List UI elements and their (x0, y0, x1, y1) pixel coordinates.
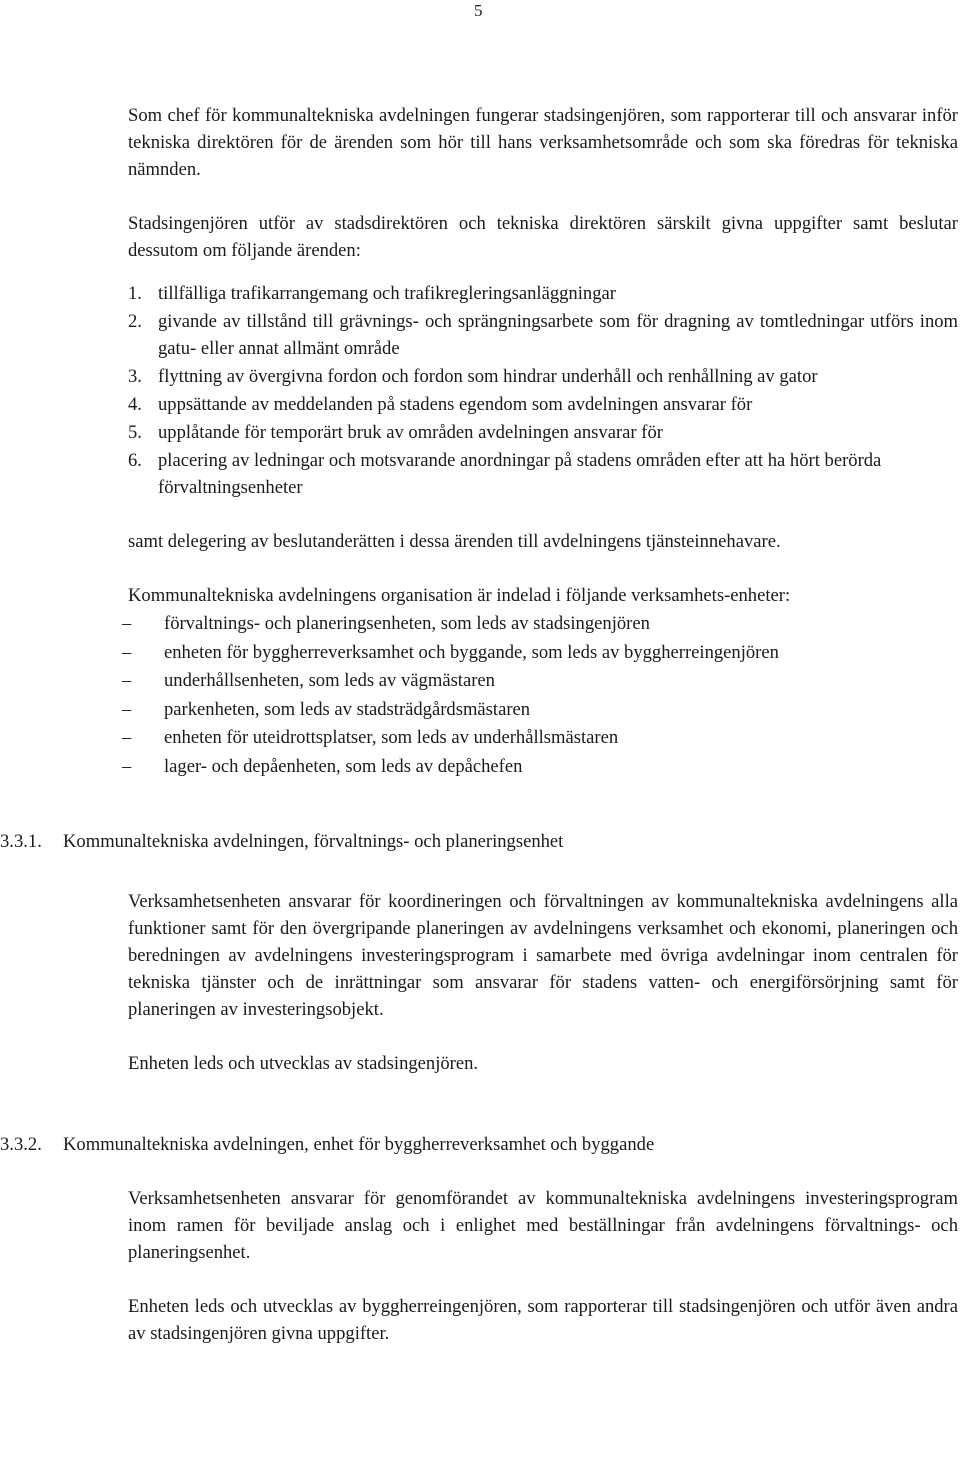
list-item-text: enheten för uteidrottsplatser, som leds av underhållsmästaren (164, 727, 619, 748)
paragraph-delegation: samt delegering av beslutanderätten i dessa ärenden till avdelningens tjänsteinnehavare. (128, 531, 781, 552)
paragraph-construction-lead: Enheten leds och utvecklas av byggherreingenjören, som rapporterar till stadsingenjören och utför även andra av stadsingenjören givna uppgifter. (128, 1296, 958, 1344)
list-item (122, 639, 958, 668)
list-item-text: underhållsenheten, som leds av vägmästaren (164, 670, 495, 691)
dash-bullet: – (122, 727, 132, 748)
list-item (128, 447, 958, 501)
list-item-text: uppsättande av meddelanden på stadens egendom som avdelningen ansvarar för (158, 394, 753, 415)
section-number: 3.3.1. (0, 831, 42, 852)
section-heading-331 (0, 828, 958, 855)
dash-bullet: – (122, 698, 132, 720)
list-number: 5. (128, 422, 142, 443)
list-number: 3. (128, 366, 142, 387)
dash-bullet: – (122, 641, 132, 663)
list-number: 4. (128, 394, 142, 415)
list-item (122, 696, 958, 725)
list-item (128, 363, 958, 390)
section-title: Kommunaltekniska avdelningen, enhet för byggherreverksamhet och byggande (63, 1134, 655, 1155)
page-number: 5 (474, 1, 483, 20)
section-heading-332 (0, 1131, 958, 1158)
unit-list (122, 610, 958, 781)
list-item-text: förvaltnings- och planeringsenheten, som leds av stadsingenjören (164, 613, 650, 634)
decision-list (128, 280, 958, 501)
list-item-text: upplåtande för temporärt bruk av områden avdelningen ansvarar för (158, 422, 663, 443)
list-number: 2. (128, 311, 142, 332)
list-item-text: placering av ledningar och motsvarande anordningar på stadens områden efter att ha hört berörda förvaltningsenheter (158, 450, 882, 498)
list-item-text: flyttning av övergivna fordon och fordon som hindrar underhåll och renhållning av gator (158, 366, 818, 387)
list-item (122, 667, 958, 696)
paragraph-planning-unit: Verksamhetsenheten ansvarar för koordineringen och förvaltningen av kommunaltekniska avdelningens alla funktioner samt för den övergripande planeringen av avdelningens verksamhet och ekonomi, planeringen och beredningen av avdelningens investeringsprogram i samarbete med övriga avdelningar inom centralen för tekniska tjänster och de inrättningar som ansvarar för stadens vatten- och energiförsörjning samt för planeringen av investeringsobjekt. (128, 891, 958, 1020)
list-item (128, 419, 958, 446)
paragraph-organisation: Kommunaltekniska avdelningens organisation är indelad i följande verksamhets-enheter: (128, 585, 791, 606)
paragraph-construction-unit: Verksamhetsenheten ansvarar för genomförandet av kommunaltekniska avdelningens investeringsprogram inom ramen för beviljade anslag och i enlighet med beställningar från avdelningens förvaltnings- och planeringsenhet. (128, 1188, 958, 1263)
paragraph-chief-role: Som chef för kommunaltekniska avdelningen fungerar stadsingenjören, som rapporterar till och ansvarar inför tekniska direktören för de ärenden som hör till hans verksamhetsområde och som ska föredras för tekniska nämnden. (128, 105, 958, 180)
list-item (128, 308, 958, 362)
list-item-text: parkenheten, som leds av stadsträdgårdsmästaren (164, 698, 531, 720)
list-item (122, 610, 958, 639)
list-item-text: lager- och depåenheten, som leds av depåchefen (164, 755, 523, 777)
paragraph-planning-lead: Enheten leds och utvecklas av stadsingenjören. (128, 1053, 479, 1074)
list-item (122, 753, 958, 782)
list-number: 1. (128, 283, 142, 304)
list-item-text: tillfälliga trafikarrangemang och trafikregleringsanläggningar (158, 283, 616, 304)
document-body (0, 102, 958, 1347)
list-number: 6. (128, 450, 142, 471)
list-item-text: givande av tillstånd till grävnings- och sprängningsarbete som för dragning av tomtledningar utförs inom gatu- eller annat allmänt område (158, 311, 958, 359)
section-number: 3.3.2. (0, 1134, 42, 1155)
list-item-text: enheten för byggherreverksamhet och byggande, som leds av byggherreingenjören (164, 641, 779, 663)
dash-bullet: – (122, 755, 132, 777)
section-title: Kommunaltekniska avdelningen, förvaltnings- och planeringsenhet (63, 831, 564, 852)
list-item (122, 724, 958, 753)
dash-bullet: – (122, 670, 132, 691)
list-item (128, 280, 958, 307)
dash-bullet: – (122, 613, 132, 634)
paragraph-tasks-intro: Stadsingenjören utför av stadsdirektören och tekniska direktören särskilt givna uppgifter samt beslutar dessutom om följande ärenden: (128, 213, 958, 261)
list-item (128, 391, 958, 418)
